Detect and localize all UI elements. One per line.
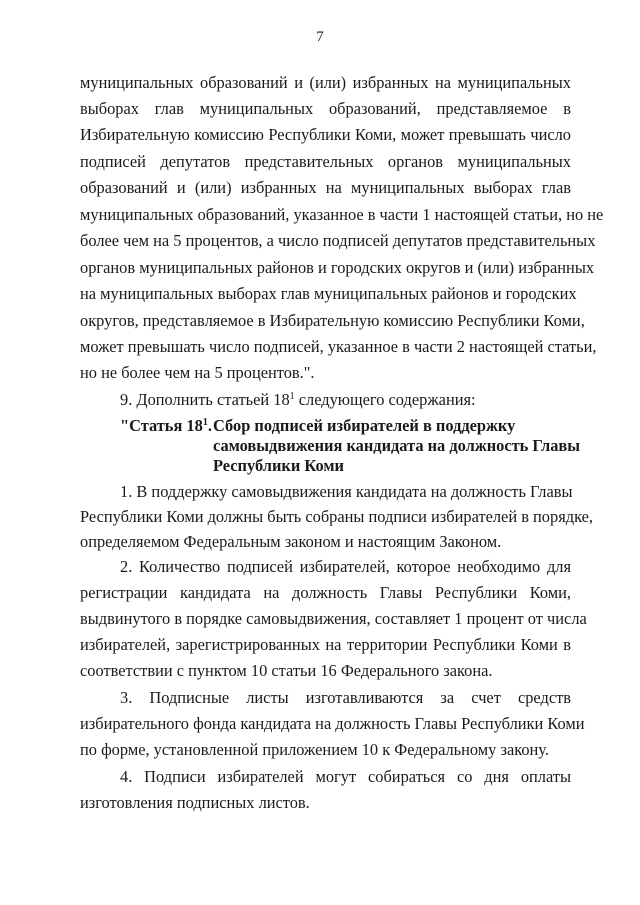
text-line: Избирательную комиссию Республики Коми, может превышать число: [80, 125, 571, 144]
text-line: избирателей, зарегистрированных на территории Республики Коми в: [80, 635, 571, 654]
text-line: органов муниципальных районов и городских округов и (или) избранных: [80, 258, 595, 277]
text-line: 1. В поддержку самовыдвижения кандидата на должность Главы: [120, 482, 573, 501]
text-line: образований и (или) избранных на муниципальных выборах глав: [80, 178, 571, 197]
page-number: 7: [316, 29, 324, 45]
item9-text: 9. Дополнить статьей 18: [120, 390, 290, 409]
text-line: избирательного фонда кандидата на должность Главы Республики Коми: [80, 714, 585, 733]
text-line: регистрации кандидата на должность Главы Республики Коми,: [80, 583, 571, 602]
article-title-line: самовыдвижения кандидата на должность Главы: [213, 436, 581, 455]
item9-text-end: следующего содержания:: [294, 390, 476, 409]
text-line: округов, представляемое в Избирательную комиссию Республики Коми,: [80, 311, 585, 330]
text-line: по форме, установленной приложением 10 к Федеральному закону.: [80, 740, 549, 759]
article-title-line: Республики Коми: [213, 456, 344, 475]
text-line: Республики Коми должны быть собраны подписи избирателей в порядке,: [80, 507, 594, 526]
amendment-item-9: [120, 390, 571, 410]
text-line: определяемом Федеральным законом и настоящим Законом.: [80, 532, 502, 551]
article-title-line: Сбор подписей избирателей в поддержку: [213, 416, 516, 435]
text-line: изготовления подписных листов.: [80, 793, 310, 812]
text-line: 3. Подписные листы изготавливаются за счет средств: [120, 688, 571, 707]
text-line: подписей депутатов представительных органов муниципальных: [80, 152, 571, 171]
text-line: 4. Подписи избирателей могут собираться со дня оплаты: [120, 767, 571, 786]
text-line: муниципальных образований, указанное в части 1 настоящей статьи, но не: [80, 205, 604, 224]
text-line: но не более чем на 5 процентов.".: [80, 363, 315, 382]
text-line: может превышать число подписей, указанное в части 2 настоящей статьи,: [80, 337, 597, 356]
text-line: выборах глав муниципальных образований, представляемое в: [80, 99, 571, 118]
text-line: на муниципальных выборах глав муниципальных районов и городских: [80, 284, 577, 303]
text-line: выдвинутого в порядке самовыдвижения, составляет 1 процент от числа: [80, 609, 587, 628]
text-line: 2. Количество подписей избирателей, которое необходимо для: [120, 557, 571, 576]
text-line: муниципальных образований и (или) избранных на муниципальных: [80, 73, 571, 92]
item9-superscript: 1: [289, 391, 295, 402]
text-line: соответствии с пунктом 10 статьи 16 Федерального закона.: [80, 661, 493, 680]
text-line: более чем на 5 процентов, а число подписей депутатов представительных: [80, 231, 596, 250]
article-number: "Статья $18^1$.: [120, 416, 212, 435]
article-number-superscript: 1: [202, 417, 208, 428]
